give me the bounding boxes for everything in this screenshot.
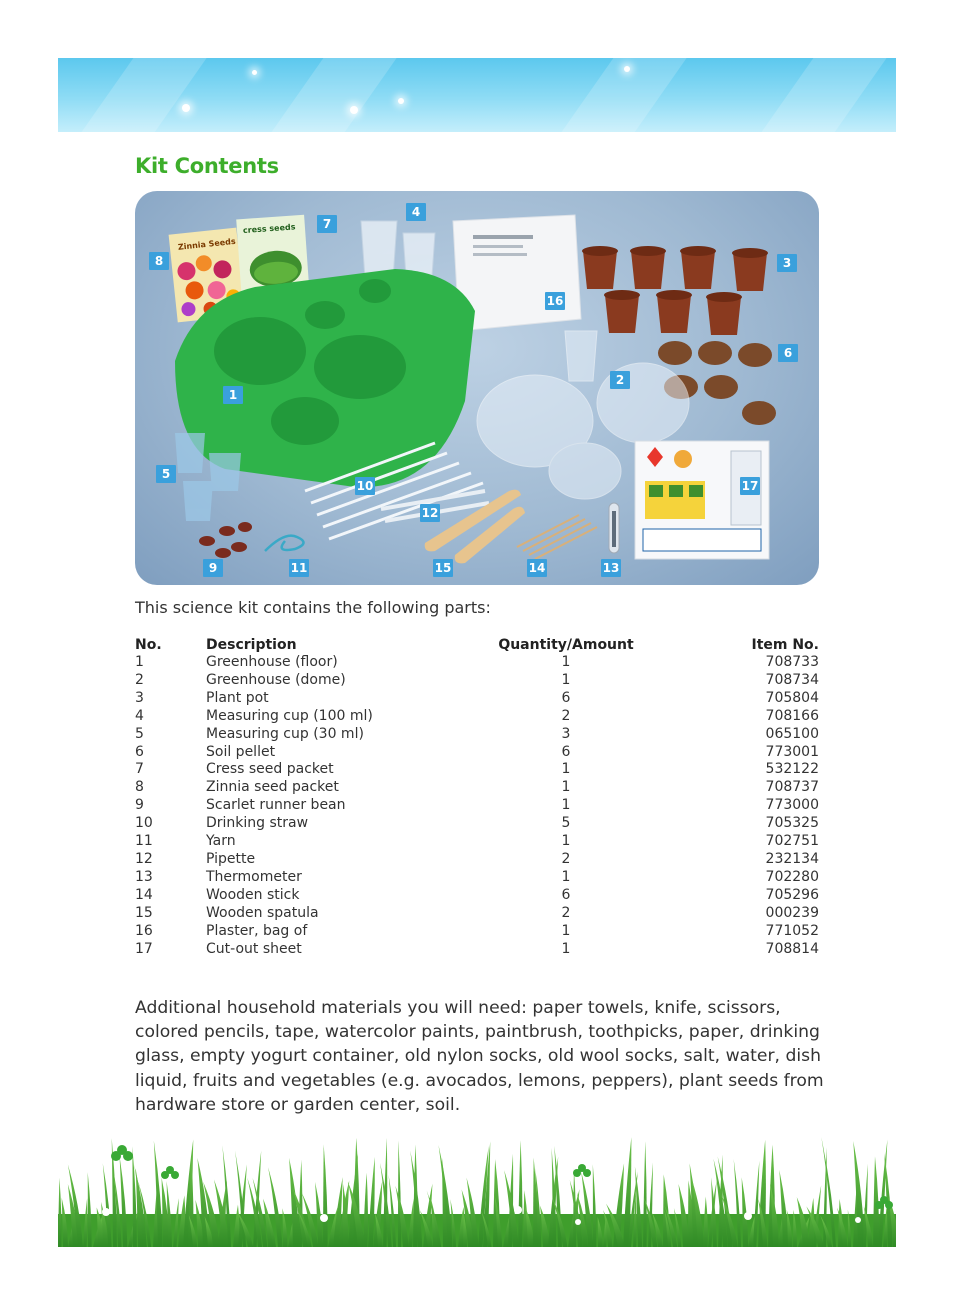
grass-blade [518,1140,523,1247]
table-row [135,761,819,779]
cell-item-no: 771052 [765,922,819,939]
label-badge-14: 14 [528,561,546,575]
cell-quantity: 6 [561,886,571,903]
grass-footer-illustration [58,1130,896,1247]
cell-item-no: 708733 [765,654,819,670]
table-header-row [135,636,819,654]
label-badge-5: 5 [156,465,176,483]
label-badge-16: 16 [546,294,564,308]
label-badge-9: 9 [203,559,223,577]
svg-text:Zinnia Seeds: Zinnia Seeds [177,236,237,252]
cell-quantity: 1 [561,922,571,939]
cell-no: 4 [135,707,144,724]
header-quantity: Quantity/Amount [498,637,634,653]
cell-description: Plant pot [206,689,269,706]
grass-blade [323,1145,328,1247]
table-row [135,869,819,887]
cell-quantity: 1 [561,761,571,778]
cell-description: Thermometer [206,868,302,885]
cell-description: Pipette [206,850,256,867]
table-row [135,672,819,690]
cell-quantity: 1 [561,671,571,688]
label-badge-6: 6 [778,344,798,362]
cell-item-no: 065100 [765,725,819,742]
header-no: No. [135,637,162,653]
grass-blade [132,1146,137,1247]
label-badge-7: 7 [317,215,337,233]
label-badge-15: 15 [434,561,452,575]
cell-description: Greenhouse (dome) [206,671,346,688]
cell-description: Plaster, bag of [206,922,308,939]
cell-no: 6 [135,743,144,760]
table-row [135,887,819,905]
label-badge-11: 11 [290,561,308,575]
label-badge-1: 1 [223,386,243,404]
cell-item-no: 232134 [765,850,819,867]
cell-no: 17 [135,940,153,957]
cell-no: 3 [135,689,144,706]
grass-blade [363,1173,368,1247]
cell-no: 13 [135,868,153,885]
cell-item-no: 702280 [765,868,819,885]
parts-table [135,636,819,958]
cell-quantity: 1 [561,868,571,885]
grass-blades [58,1137,896,1247]
table-row [135,923,819,941]
plant-pots-illustration [582,246,768,335]
household-materials-text: Additional household materials you will need: paper towels, knife, scissors, colored pencils, tape, watercolor paints, paintbrush, toothpicks, paper, drinking glass, empty yogurt container, old nylon socks, old wool socks, salt, water, dish liquid, fruits and vegetables (e.g. avocados, lemons, peppers), plant seeds from hardware store or garden center, soil. [135,998,824,1115]
cell-quantity: 5 [561,815,571,832]
label-badge-8: 8 [149,252,169,270]
intro-text: This science kit contains the following parts: [135,598,491,617]
cell-item-no: 708734 [765,671,819,688]
sparkle-icon [350,106,358,114]
cell-quantity: 1 [561,833,571,850]
cell-quantity: 2 [561,850,571,867]
cut-out-sheet-illustration [635,441,769,559]
grass-blade [58,1178,62,1247]
cell-no: 16 [135,922,153,939]
cell-description: Soil pellet [206,743,276,760]
label-badge-12: 12 [421,506,439,520]
table-row [135,941,819,959]
cell-description: Wooden stick [206,886,300,903]
sparkle-icon [624,66,630,72]
table-row [135,797,819,815]
cell-no: 1 [135,654,144,670]
cell-no: 9 [135,797,144,814]
cell-item-no: 705804 [765,689,819,706]
cell-quantity: 1 [561,779,571,796]
cell-description: Scarlet runner bean [206,797,346,814]
cell-no: 14 [135,886,153,903]
cell-description: Cress seed packet [206,761,334,778]
table-row [135,654,819,672]
header-item-no: Item No. [751,637,819,653]
cell-quantity: 1 [561,797,571,814]
header-description: Description [206,637,297,653]
cell-item-no: 532122 [765,761,819,778]
table-row [135,851,819,869]
table-row [135,833,819,851]
cell-quantity: 1 [561,654,571,670]
cell-quantity: 6 [561,743,571,760]
table-row [135,690,819,708]
cell-no: 15 [135,904,153,921]
grass-blade [398,1140,401,1247]
cell-item-no: 702751 [765,833,819,850]
cell-description: Wooden spatula [206,904,319,921]
parts-table-body [135,654,819,958]
label-badge-2: 2 [610,371,630,389]
label-badge-17: 17 [741,479,759,493]
cell-description: Zinnia seed packet [206,779,339,796]
yarn-illustration [265,536,304,551]
page-title: Kit Contents [135,154,279,178]
cell-item-no: 705296 [765,886,819,903]
sparkle-icon [398,98,404,104]
cell-no: 8 [135,779,144,796]
cell-no: 12 [135,850,153,867]
cell-no: 2 [135,671,144,688]
grass-blade [88,1172,92,1247]
scarlet-runner-beans-illustration [199,522,252,558]
cell-description: Yarn [206,833,236,850]
sparkle-icon [252,70,257,75]
label-badge-3: 3 [777,254,797,272]
cell-no: 11 [135,833,153,850]
svg-text:cress seeds: cress seeds [242,222,296,236]
cell-item-no: 708737 [765,779,819,796]
table-row [135,815,819,833]
cell-description: Cut-out sheet [206,940,302,957]
thermometer-illustration [609,503,619,553]
sky-header-banner [58,58,896,132]
cell-description: Drinking straw [206,815,309,832]
cell-item-no: 708166 [765,707,819,724]
cell-item-no: 000239 [765,904,819,921]
table-row [135,708,819,726]
label-badge-10: 10 [356,479,374,493]
table-row [135,905,819,923]
cell-item-no: 708814 [765,940,819,957]
table-row [135,779,819,797]
grass-blade [593,1164,597,1247]
cell-description: Greenhouse (floor) [206,654,338,670]
table-row [135,726,819,744]
cell-quantity: 6 [561,689,571,706]
cell-quantity: 3 [561,725,571,742]
cell-item-no: 773000 [765,797,819,814]
cell-quantity: 2 [561,707,571,724]
cell-no: 5 [135,725,144,742]
cell-item-no: 705325 [765,815,819,832]
cell-no: 10 [135,815,153,832]
cell-description: Measuring cup (30 ml) [206,725,364,742]
label-badge-13: 13 [602,561,620,575]
cell-description: Measuring cup (100 ml) [206,707,373,724]
table-row [135,744,819,762]
cell-no: 7 [135,761,144,778]
sparkle-icon [182,104,190,112]
cell-quantity: 1 [561,940,571,957]
cell-quantity: 2 [561,904,571,921]
grass-blade [643,1141,647,1247]
cell-item-no: 773001 [765,743,819,760]
kit-contents-photo [135,191,819,585]
label-badge-4: 4 [406,203,426,221]
wooden-sticks-illustration [517,515,597,559]
